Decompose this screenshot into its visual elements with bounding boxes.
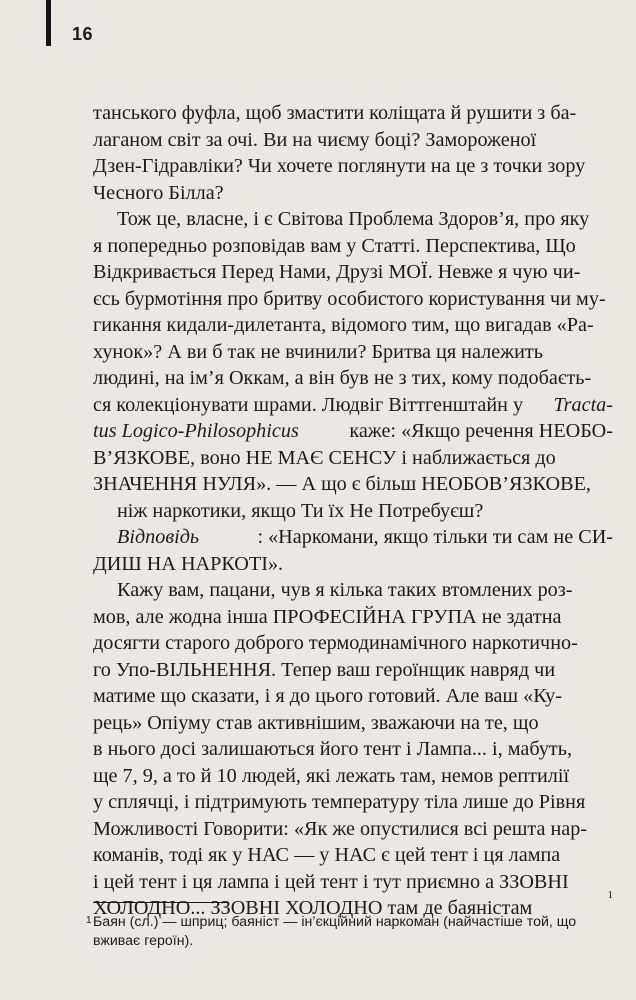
footnote-reference[interactable]: 1 xyxy=(607,889,613,901)
footnote-marker: 1 xyxy=(86,915,92,926)
footnote xyxy=(86,913,613,951)
text-line-5: Тож це, власне, і є Світова Проблема Здоров’я, про яку xyxy=(117,208,590,230)
text-line-30: і цей тент і ця лампа і цей тент і тут приємно а ЗЗОВНІ xyxy=(93,870,569,893)
text-line-4: Чесного Білла? xyxy=(93,181,224,204)
text-line-18: ДИШ НА НАРКОТІ». xyxy=(93,552,284,575)
text-line-29: команів, тоді як у НАС — у НАС є цей тент і ця лампа xyxy=(93,844,561,866)
text-line-28: Можливості Говорити: «Як же опустилися всі решта нар- xyxy=(93,817,588,840)
text-line-22: го Упо-ВІЛЬНЕННЯ. Тепер ваш героїнщик навряд чи xyxy=(93,658,556,681)
text-line-26: ще 7, 9, а то й 10 людей, які лежать там, немов рептилії xyxy=(93,764,570,787)
text-line-17-part: : «Наркомани, якщо тільки ти сам не СИ- xyxy=(257,526,613,548)
text-line-12-part: ся колекціонувати шрами. Людвіг Віттгенштайн у xyxy=(93,393,524,416)
text-line-17 xyxy=(93,524,613,551)
footnote-text: Баян (сл.) — шприц; баяніст — ін’єкційний наркоман (найчастіше той, що вживає героїн). xyxy=(93,914,577,949)
text-line-13 xyxy=(93,418,613,445)
answer-label: Відповідь xyxy=(117,526,200,548)
text-line-20: мов, але жодна інша ПРОФЕСІЙНА ГРУПА не здатна xyxy=(93,605,562,628)
text-line-12 xyxy=(93,392,613,419)
text-line-31-text: ХОЛОДНО... ЗЗОВНІ ХОЛОДНО там де баяністам xyxy=(93,897,533,919)
text-line-21: досягти старого доброго термодинамічного наркотично- xyxy=(93,632,578,654)
footnote-separator xyxy=(93,902,229,903)
text-line-1: танського фуфла, щоб змастити коліщата й рушити з ба- xyxy=(93,102,577,124)
text-line-23: матиме що сказати, і я до цього готовий. Але ваш «Ку- xyxy=(93,685,562,707)
text-line-7: Відкривається Перед Нами, Друзі МОЇ. Невже я чую чи- xyxy=(93,261,581,283)
text-line-25: в нього досі залишаються його тент і Лампа... і, мабуть, xyxy=(93,738,572,760)
text-line-8: єсь бурмотіння про бритву особистого користування чи му- xyxy=(93,287,606,310)
italic-title-part: Tracta- xyxy=(553,393,613,416)
text-line-15: ЗНАЧЕННЯ НУЛЯ». — А що є більш НЕОБОВ’ЯЗКОВЕ, xyxy=(93,473,591,495)
text-line-14: В’ЯЗКОВЕ, воно НЕ МАЄ СЕНСУ і наближається до xyxy=(93,446,556,469)
text-line-19: Кажу вам, пацани, чув я кілька таких втомлених роз- xyxy=(117,579,573,601)
main-text xyxy=(93,100,613,922)
text-line-16: ніж наркотики, якщо Ти їх Не Потребуєш? xyxy=(117,499,484,522)
text-line-27: у сплячці, і підтримують температуру тіла лише до Рівня xyxy=(93,791,586,813)
text-line-9: гикання кидали-дилетанта, відомого тим, що вигадав «Ра- xyxy=(93,314,594,336)
text-line-3: Дзен-Гідравліки? Чи хочете поглянути на це з точки зору xyxy=(93,155,586,177)
page-number: 16 xyxy=(72,24,94,44)
text-line-24: рець» Опіуму став активнішим, зважаючи на те, що xyxy=(93,711,539,734)
text-line-6: я попередньо розповідав вам у Статті. Перспектива, Що xyxy=(93,234,576,257)
text-line-10: хунок»? А ви б так не вчинили? Бритва ця належить xyxy=(93,340,543,363)
text-line-13-part: каже: «Якщо речення НЕОБО- xyxy=(349,420,613,442)
text-line-11: людині, на ім’я Оккам, а він був не з тих, кому подобаєть- xyxy=(93,367,592,389)
binding-mark xyxy=(46,0,51,46)
text-line-2: лаганом світ за очі. Ви на чиєму боці? Замороженої xyxy=(93,128,537,151)
italic-title-part: tus Logico-Philosophicus xyxy=(93,420,299,442)
